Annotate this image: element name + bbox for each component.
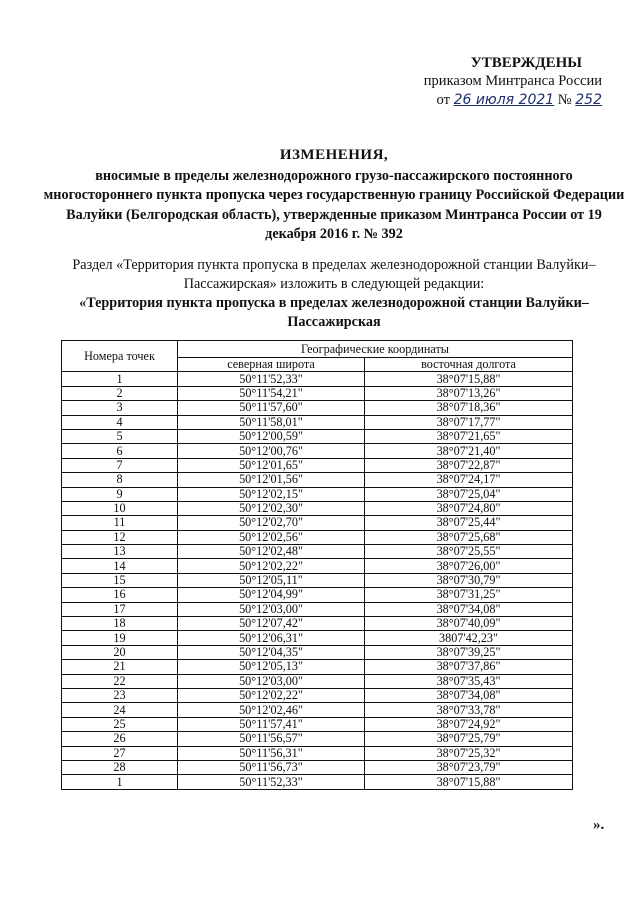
longitude-cell: 38°07'30,79" — [365, 573, 573, 587]
point-number: 3 — [62, 401, 178, 415]
table-row — [62, 617, 573, 631]
approval-title: УТВЕРЖДЕНЫ — [470, 55, 582, 71]
latitude-cell: 50°12'02,15" — [178, 487, 365, 501]
header-points: Номера точек — [62, 341, 178, 372]
longitude-cell: 38°07'33,78" — [365, 703, 573, 717]
latitude-cell: 50°11'52,33" — [178, 775, 365, 789]
table-row — [62, 444, 573, 458]
point-number: 10 — [62, 501, 178, 515]
latitude-cell: 50°12'02,70" — [178, 516, 365, 530]
table-row — [62, 501, 573, 515]
closing-quote: ». — [593, 817, 605, 833]
latitude-cell: 50°12'05,11" — [178, 573, 365, 587]
longitude-cell: 38°07'21,40" — [365, 444, 573, 458]
latitude-cell: 50°12'04,99" — [178, 588, 365, 602]
point-number: 1 — [62, 372, 178, 386]
table-row — [62, 717, 573, 731]
longitude-cell: 38°07'22,87" — [365, 458, 573, 472]
latitude-cell: 50°11'54,21" — [178, 386, 365, 400]
point-number: 9 — [62, 487, 178, 501]
point-number: 1 — [62, 775, 178, 789]
point-number: 27 — [62, 746, 178, 760]
handwritten-date: 26 июля 2021 — [453, 92, 555, 108]
point-number: 11 — [62, 516, 178, 530]
table-row — [62, 473, 573, 487]
point-number: 14 — [62, 559, 178, 573]
latitude-cell: 50°12'01,56" — [178, 473, 365, 487]
document-title: ИЗМЕНЕНИЯ, — [279, 147, 389, 163]
point-number: 23 — [62, 688, 178, 702]
latitude-cell: 50°11'56,73" — [178, 760, 365, 774]
table-row — [62, 372, 573, 386]
latitude-cell: 50°12'03,00" — [178, 674, 365, 688]
latitude-cell: 50°11'57,41" — [178, 717, 365, 731]
longitude-cell: 38°07'35,43" — [365, 674, 573, 688]
table-row — [62, 775, 573, 789]
longitude-cell: 38°07'34,08" — [365, 602, 573, 616]
longitude-cell: 38°07'31,25" — [365, 588, 573, 602]
table-row — [62, 674, 573, 688]
table-row — [62, 588, 573, 602]
longitude-cell: 38°07'37,86" — [365, 660, 573, 674]
table-row — [62, 645, 573, 659]
point-number: 21 — [62, 660, 178, 674]
latitude-cell: 50°12'02,48" — [178, 545, 365, 559]
longitude-cell: 38°07'24,92" — [365, 717, 573, 731]
latitude-cell: 50°12'02,46" — [178, 703, 365, 717]
point-number: 12 — [62, 530, 178, 544]
table-row — [62, 559, 573, 573]
header-geo: Географические координаты — [178, 341, 573, 358]
approval-line: приказом Минтранса России — [423, 73, 602, 89]
table-row — [62, 660, 573, 674]
point-number: 19 — [62, 631, 178, 645]
latitude-cell: 50°12'07,42" — [178, 617, 365, 631]
table-row — [62, 732, 573, 746]
table-row — [62, 688, 573, 702]
longitude-cell: 38°07'15,88" — [365, 775, 573, 789]
longitude-cell: 38°07'25,79" — [365, 732, 573, 746]
table-row — [62, 429, 573, 443]
latitude-cell: 50°12'01,65" — [178, 458, 365, 472]
table-row — [62, 401, 573, 415]
coordinates-table — [61, 340, 573, 790]
table-row — [62, 703, 573, 717]
point-number: 16 — [62, 588, 178, 602]
point-number: 7 — [62, 458, 178, 472]
longitude-cell: 38°07'25,32" — [365, 746, 573, 760]
longitude-cell: 38°07'23,79" — [365, 760, 573, 774]
table-row — [62, 415, 573, 429]
longitude-cell: 38°07'25,44" — [365, 516, 573, 530]
latitude-cell: 50°12'02,22" — [178, 688, 365, 702]
table-row — [62, 545, 573, 559]
point-number: 6 — [62, 444, 178, 458]
document-subtitle: вносимые в пределы железнодорожного грузо-пассажирского постоянного многостороннего пункта пропуска через государственную границу Российской Федерации Валуйки (Белгородская область), утвержденные приказом Минтранса России от 19 декабря 2016 г. № 392 — [43, 167, 625, 242]
latitude-cell: 50°12'02,22" — [178, 559, 365, 573]
longitude-cell: 38°07'25,55" — [365, 545, 573, 559]
table-row — [62, 631, 573, 645]
table-row — [62, 760, 573, 774]
document-heading — [40, 146, 628, 245]
latitude-cell: 50°12'06,31" — [178, 631, 365, 645]
latitude-cell: 50°12'04,35" — [178, 645, 365, 659]
longitude-cell: 38°07'26,00" — [365, 559, 573, 573]
longitude-cell: 38°07'24,80" — [365, 501, 573, 515]
header-latitude: северная широта — [178, 358, 365, 372]
section-new-title: «Территория пункта пропуска в пределах железнодорожной станции Валуйки–Пассажирская — [79, 295, 589, 330]
point-number: 20 — [62, 645, 178, 659]
latitude-cell: 50°12'05,13" — [178, 660, 365, 674]
section-text — [40, 256, 628, 332]
longitude-cell: 38°07'17,77" — [365, 415, 573, 429]
point-number: 5 — [62, 429, 178, 443]
longitude-cell: 38°07'25,04" — [365, 487, 573, 501]
longitude-cell: 38°07'24,17" — [365, 473, 573, 487]
table-row — [62, 487, 573, 501]
point-number: 15 — [62, 573, 178, 587]
longitude-cell: 38°07'13,26" — [365, 386, 573, 400]
point-number: 26 — [62, 732, 178, 746]
longitude-cell: 38°07'40,09" — [365, 617, 573, 631]
number-prefix: № — [557, 92, 572, 108]
latitude-cell: 50°11'56,31" — [178, 746, 365, 760]
point-number: 13 — [62, 545, 178, 559]
latitude-cell: 50°12'00,76" — [178, 444, 365, 458]
latitude-cell: 50°12'00,59" — [178, 429, 365, 443]
table-row — [62, 573, 573, 587]
latitude-cell: 50°12'02,56" — [178, 530, 365, 544]
header-longitude: восточная долгота — [365, 358, 573, 372]
longitude-cell: 38°07'18,36" — [365, 401, 573, 415]
approval-block — [424, 54, 602, 110]
point-number: 28 — [62, 760, 178, 774]
point-number: 17 — [62, 602, 178, 616]
latitude-cell: 50°11'56,57" — [178, 732, 365, 746]
longitude-cell: 38°07'15,88" — [365, 372, 573, 386]
section-instruction: Раздел «Территория пункта пропуска в пределах железнодорожной станции Валуйки–Пассажирская» изложить в следующей редакции: — [72, 257, 596, 292]
longitude-cell: 38°07'34,08" — [365, 688, 573, 702]
point-number: 24 — [62, 703, 178, 717]
latitude-cell: 50°11'58,01" — [178, 415, 365, 429]
latitude-cell: 50°12'02,30" — [178, 501, 365, 515]
table-row — [62, 746, 573, 760]
table-row — [62, 530, 573, 544]
longitude-cell: 38°07'39,25" — [365, 645, 573, 659]
longitude-cell: 38°07'21,65" — [365, 429, 573, 443]
longitude-cell: 38°07'25,68" — [365, 530, 573, 544]
latitude-cell: 50°11'57,60" — [178, 401, 365, 415]
point-number: 8 — [62, 473, 178, 487]
table-row — [62, 516, 573, 530]
point-number: 4 — [62, 415, 178, 429]
table-row — [62, 602, 573, 616]
approval-date-line — [424, 90, 602, 110]
table-row — [62, 458, 573, 472]
point-number: 18 — [62, 617, 178, 631]
latitude-cell: 50°11'52,33" — [178, 372, 365, 386]
point-number: 25 — [62, 717, 178, 731]
latitude-cell: 50°12'03,00" — [178, 602, 365, 616]
date-prefix: от — [436, 92, 450, 108]
handwritten-number: 252 — [575, 92, 602, 108]
table-row — [62, 386, 573, 400]
point-number: 2 — [62, 386, 178, 400]
longitude-cell: 3807'42,23" — [365, 631, 573, 645]
point-number: 22 — [62, 674, 178, 688]
